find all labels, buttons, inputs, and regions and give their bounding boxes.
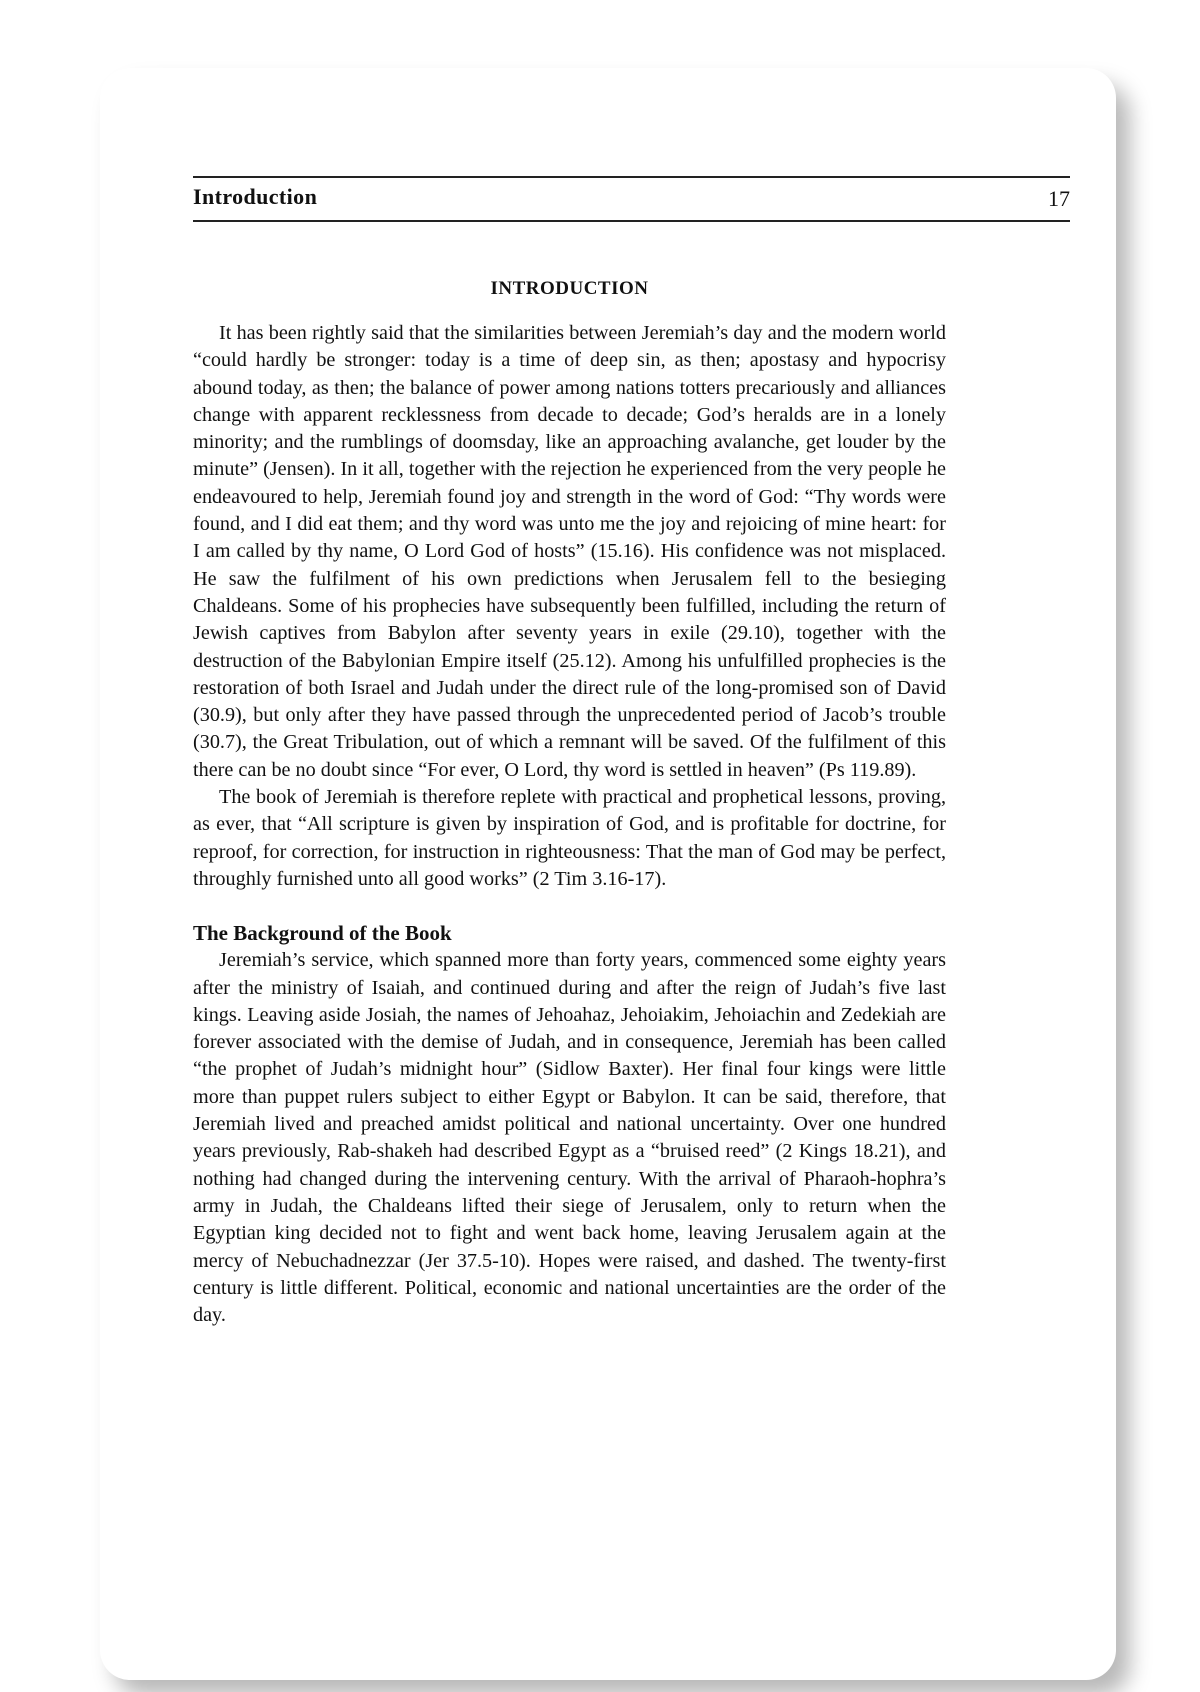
running-header-section: Introduction (193, 184, 318, 209)
chapter-title: INTRODUCTION (490, 278, 649, 299)
body-text (193, 320, 946, 1329)
page-content (193, 176, 1070, 1329)
section-paragraph: Jeremiah’s service, which spanned more than forty years, commenced some eighty years after the ministry of Isaiah, and continued during and after the reign of Judah’s five last kings. Leaving aside Josiah, the names of Jehoahaz, Jehoiakim, Jehoiachin and Zedekiah are forever associated with the demise of Judah, and in consequence, Jeremiah has been called “the prophet of Judah’s midnight hour” (Sidlow Baxter). Her final four kings were little more than puppet rulers subject to either Egypt or Babylon. It can be said, therefore, that Jeremiah lived and preached amidst political and national uncertainty. Over one hundred years previously, Rab-shakeh had described Egypt as a “bruised reed” (2 Kings 18.21), and nothing had changed during the intervening century. With the arrival of Pharaoh-hophra’s army in Judah, the Chaldeans lifted their siege of Jerusalem, only to return when the Egyptian king decided not to fight and went back home, leaving Jerusalem again at the mercy of Nebuchadnezzar (Jer 37.5-10). Hopes were raised, and dashed. The twenty-first century is little different. Political, economic and national uncertainties are the order of the day. (193, 949, 946, 1327)
section-heading: The Background of the Book (193, 921, 452, 946)
paragraph-2: The book of Jeremiah is therefore replete with practical and prophetical lessons, proving, as ever, that “All scripture is given by inspiration of God, and is profitable for doctrine, for reproof, for correction, for instruction in righteousness: That the man of God may be perfect, throughly furnished unto all good works” (2 Tim 3.16-17). (193, 786, 946, 890)
running-header (193, 176, 1070, 222)
book-page (100, 68, 1116, 1680)
paragraph-1: It has been rightly said that the similarities between Jeremiah’s day and the modern world “could hardly be stronger: today is a time of deep sin, as then; apostasy and hypocrisy abound today, as then; the balance of power among nations totters precariously and alliances change with apparent recklessness from decade to decade; God’s heralds are in a lonely minority; and the rumblings of doomsday, like an approaching avalanche, get louder by the minute” (Jensen). In it all, together with the rejection he experienced from the very people he endeavoured to help, Jeremiah found joy and strength in the word of God: “Thy words were found, and I did eat them; and thy word was unto me the joy and rejoicing of mine heart: for I am called by thy name, O Lord God of hosts” (15.16). His confidence was not misplaced. He saw the fulfilment of his own predictions when Jerusalem fell to the besieging Chaldeans. Some of his prophecies have subsequently been fulfilled, including the return of Jewish captives from Babylon after seventy years in exile (29.10), together with the destruction of the Babylonian Empire itself (25.12). Among his unfulfilled prophecies is the restoration of both Israel and Judah under the direct rule of the long-promised son of David (30.9), but only after they have passed through the unprecedented period of Jacob’s trouble (30.7), the Great Tribulation, out of which a remnant will be saved. Of the fulfilment of this there can be no doubt since “For ever, O Lord, thy word is settled in heaven” (Ps 119.89). (193, 322, 946, 781)
page-number: 17 (1048, 186, 1070, 211)
